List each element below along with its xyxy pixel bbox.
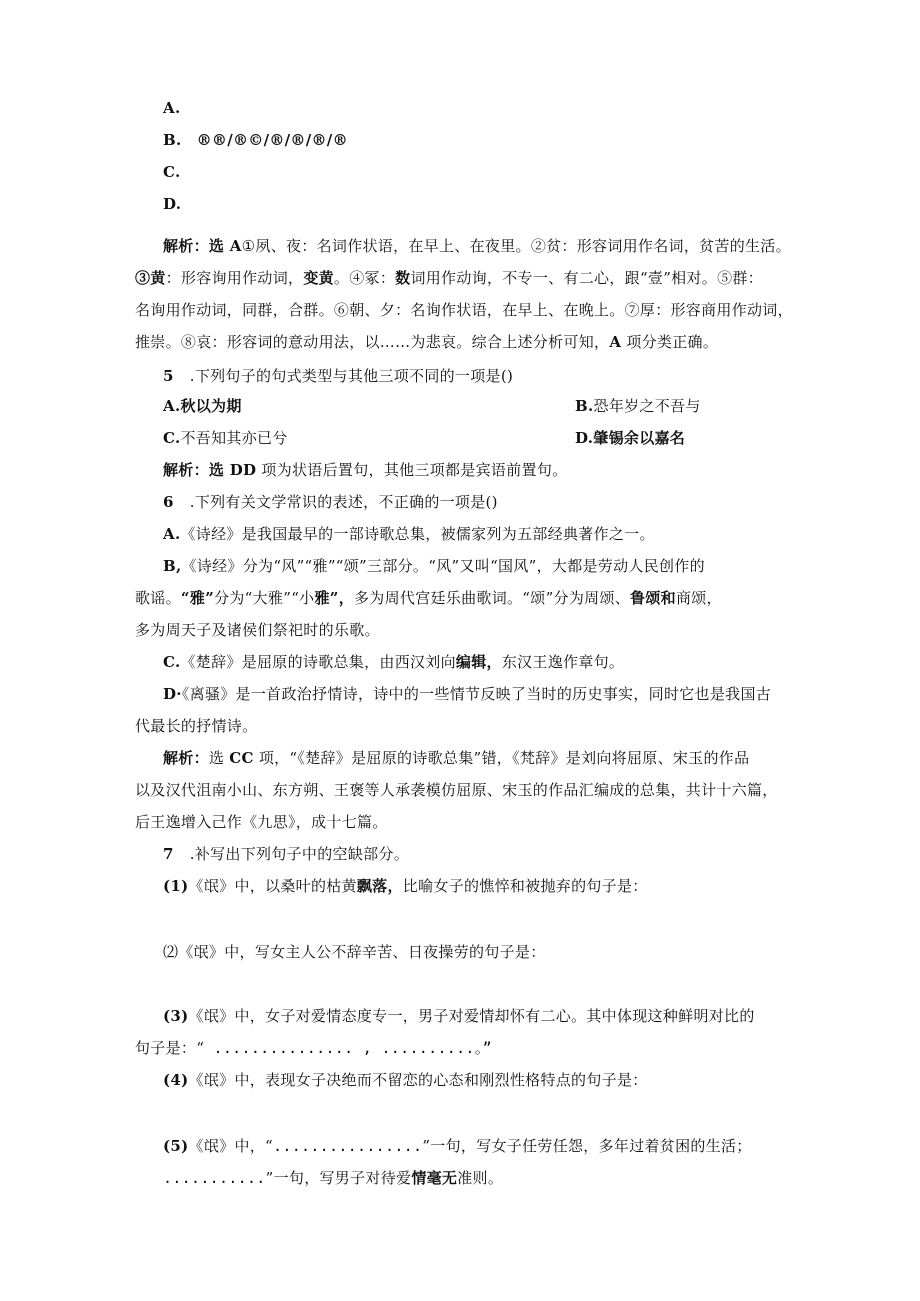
q6-option-b-line-2 — [135, 588, 722, 608]
q7-sub-3-text: 《氓》中，女子对爱情态度专一，男子对爱情却怀有二心。其中体现这种鲜明对比的 — [188, 1007, 755, 1025]
q4-analysis-text: 。④冢： — [333, 269, 396, 287]
q6-analysis-text: 后王逸增入己作《九思》，成十七篇。 — [135, 813, 388, 831]
q7-sub-1-text: 比喻女子的憔悴和被抛弃的句子是： — [402, 877, 648, 895]
q4-option-a-label: A. — [163, 99, 181, 117]
q7-stem-text: .补写出下列句子中的空缺部分。 — [189, 845, 410, 863]
q4-analysis-text: 数 — [395, 269, 411, 287]
q7-sub-5-text: ”一句，写男子对待爱 — [265, 1169, 412, 1187]
q6-analysis-line-2 — [135, 780, 778, 800]
q5-analysis-text: 项为状语后置句，其他三项都是宾语前置句。 — [256, 461, 568, 479]
q6-option-b-label: B, — [163, 557, 182, 575]
q4-analysis-text: 项分类正确。 — [621, 333, 719, 351]
q6-option-d-line-1 — [163, 684, 771, 704]
q5-option-c — [163, 428, 288, 448]
q4-option-d-label: D. — [163, 195, 182, 213]
q5-option-c-text: 不吾知其亦已兮 — [180, 429, 288, 447]
q5-stem — [163, 366, 513, 386]
q4-analysis-label: 解析：选 A — [163, 237, 242, 255]
q6-option-d-line-2 — [135, 716, 257, 736]
q7-sub-5-line-2 — [163, 1168, 503, 1188]
q5-option-c-label: C. — [163, 429, 181, 447]
q7-sub-5-line-1 — [163, 1136, 752, 1156]
q6-option-c-text: 《楚辞》是屈原的诗歌总集，由西汉刘向 — [180, 653, 456, 671]
q6-analysis-text: 以及汉代沮南小山、东方朔、王褒等人承袭模仿屈原、宋玉的作品汇编成的总集，共计十六篇， — [135, 781, 778, 799]
q7-sub-1-text: 飘落， — [356, 877, 403, 895]
q5-option-a-text: A.秋以为期 — [163, 397, 242, 415]
q7-sub-2-text: 《氓》中，写女主人公不辞辛苦、日夜操劳的句子是： — [178, 943, 546, 961]
q7-sub-5-blanks: ................ — [273, 1137, 423, 1155]
q6-option-a-label: A. — [163, 525, 181, 543]
q6-analysis-line-3 — [135, 812, 388, 832]
q4-analysis-text: 词用作动询，不专一、有二心，跟“壹”相对。⑤群： — [410, 269, 763, 287]
q7-sub-1 — [163, 876, 648, 896]
q7-sub-1-text: 《氓》中，以桑叶的枯黄 — [188, 877, 357, 895]
q4-option-b-label: B. — [163, 131, 182, 149]
q6-option-b-text: 《诗经》分为“风”“雅”“颂”三部分。“风”又叫“国风”，大都是劳动人民创作的 — [181, 557, 705, 575]
q6-option-b-text: 多为周代宫廷乐曲歌词。“颂”分为周颂、 — [354, 589, 631, 607]
q6-option-c-text: 编辑， — [455, 653, 502, 671]
q4-analysis-line-2 — [135, 268, 763, 288]
q6-option-b-text: 鲁颂和 — [630, 589, 676, 607]
q6-option-c — [163, 652, 624, 672]
q7-sub-4-text: 《氓》中，表现女子决绝而不留恋的心态和刚烈性格特点的句子是： — [188, 1071, 648, 1089]
q6-option-b-text: 多为周天子及诸侯们祭祀时的乐歌。 — [135, 621, 380, 639]
q5-option-a — [163, 396, 242, 416]
q5-option-d — [575, 428, 685, 448]
q4-analysis-text: ③黄 — [135, 269, 166, 287]
q6-option-b-line-1 — [163, 556, 705, 576]
q7-sub-1-label: (1) — [163, 877, 189, 895]
q4-analysis-line-1 — [163, 236, 791, 256]
q4-analysis-text: A — [609, 333, 622, 351]
q7-sub-3-line-2 — [135, 1038, 492, 1058]
q6-option-b-line-3 — [135, 620, 380, 640]
q5-option-b — [575, 396, 701, 416]
q4-option-d — [163, 194, 181, 214]
q4-analysis-text: ：形容询用作动词， — [165, 269, 304, 287]
q6-number: 6 — [163, 493, 174, 511]
q7-sub-3-text: 句子是：“ — [135, 1039, 205, 1057]
q7-sub-4 — [163, 1070, 648, 1090]
q7-sub-3-line-1 — [163, 1006, 755, 1026]
q7-sub-3-label: (3) — [163, 1007, 189, 1025]
q6-analysis-text: CC — [229, 749, 254, 767]
q6-analysis-text: 选 — [208, 749, 230, 767]
q6-option-b-text: 歌谣。 — [135, 589, 181, 607]
q7-sub-5-label: (5) — [163, 1137, 189, 1155]
q4-option-c-label: C. — [163, 163, 181, 181]
q5-analysis — [163, 460, 567, 480]
q6-analysis-label: 解析： — [163, 749, 209, 767]
q7-sub-4-label: (4) — [163, 1071, 189, 1089]
q5-stem-text: .下列句子的句式类型与其他三项不同的一项是() — [189, 367, 514, 385]
q6-option-c-label: C. — [163, 653, 181, 671]
q6-stem — [163, 492, 498, 512]
q4-analysis-line-3 — [135, 300, 793, 320]
q7-sub-5-text: 《氓》中，“ — [188, 1137, 274, 1155]
q6-option-d-label: D· — [163, 685, 182, 703]
q7-stem — [163, 844, 409, 864]
q6-option-a-text: 《诗经》是我国最早的一部诗歌总集，被儒家列为五部经典著作之一。 — [180, 525, 655, 543]
q7-sub-5-text: ”一句，写女子任劳任怨，多年过着贫困的生活； — [422, 1137, 752, 1155]
q7-number: 7 — [163, 845, 174, 863]
q5-number: 5 — [163, 367, 174, 385]
q5-option-b-label: B. — [575, 397, 594, 415]
q6-option-d-text: 《离骚》是一首政治抒情诗，诗中的一些情节反映了当时的历史事实，同时它也是我国古 — [181, 685, 772, 703]
q4-analysis-line-4 — [135, 332, 718, 352]
q6-analysis-line-1 — [163, 748, 749, 768]
q4-option-b — [163, 130, 348, 150]
q7-sub-5-blanks: ........... — [163, 1169, 266, 1187]
q5-option-d-text: D.肇锡余以嘉名 — [575, 429, 686, 447]
q7-sub-5-text: 准则。 — [457, 1169, 504, 1187]
q6-option-c-text: 东汉王逸作章句。 — [501, 653, 625, 671]
q5-option-b-text: 恐年岁之不吾与 — [593, 397, 701, 415]
q4-analysis-text: 变黄 — [303, 269, 334, 287]
q6-option-a — [163, 524, 655, 544]
q4-analysis-text: 名询用作动词，同群，合群。⑥朝、夕：名询作状语，在早上、在晚上。⑦厚：形容商用作动词， — [135, 301, 793, 319]
q4-option-b-text: ®®/®©/®/®/®/® — [196, 131, 348, 149]
q4-option-c — [163, 162, 181, 182]
q6-option-b-text: 分为“大雅”“小 — [214, 589, 315, 607]
q7-sub-5-text: 情毫无 — [411, 1169, 458, 1187]
q7-sub-3-blanks: ............... , ..........。” — [204, 1039, 492, 1057]
q5-analysis-label: 解析：选 DD — [163, 461, 257, 479]
q4-analysis-text: 推崇。⑧哀：形容词的意动用法，以……为悲哀。综合上述分析可知， — [135, 333, 610, 351]
q6-option-b-text: 雅”， — [314, 589, 354, 607]
q4-analysis-text: ①夙、夜：名词作状语，在早上、在夜里。②贫：形容词用作名词，贫苦的生活。 — [241, 237, 791, 255]
q6-option-b-text: “雅” — [180, 589, 215, 607]
q6-analysis-text: 项，“《楚辞》是屈原的诗歌总集”错，《梵辞》是刘向将屈原、宋玉的作品 — [253, 749, 750, 767]
q4-option-a — [163, 98, 180, 118]
q7-sub-2 — [163, 942, 546, 962]
q6-option-b-text: 商颂， — [675, 589, 722, 607]
q6-option-d-text: 代最长的抒情诗。 — [135, 717, 258, 735]
q6-stem-text: .下列有关文学常识的表述，不正确的一项是() — [189, 493, 498, 511]
q7-sub-2-label: ⑵ — [163, 943, 179, 961]
